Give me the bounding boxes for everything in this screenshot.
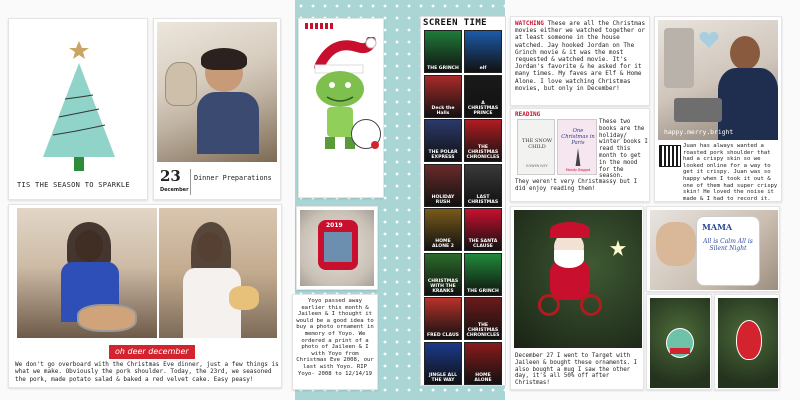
movie-poster xyxy=(464,208,502,251)
movie-poster-title: LAST CHRISTMAS xyxy=(467,194,499,205)
movie-poster-title: THE GRINCH xyxy=(467,288,499,294)
date-divider xyxy=(190,169,191,195)
qr-code xyxy=(659,145,681,167)
reading-heading-row xyxy=(515,111,647,118)
date-day: 23 xyxy=(160,167,181,185)
date-card-title: Dinner Preparations xyxy=(194,174,272,182)
photo-boy-cooking xyxy=(157,22,277,162)
movie-poster xyxy=(424,119,462,162)
dinner-text: We don't go overboard with the Christmas Eve dinner, just a few things is what we make. Obviously the pork shoulder. Today, the 23rd, we seasoned the pork, made potato salad & baked a red velvet cake. Easy peasy! xyxy=(15,361,279,383)
movie-poster-title: A CHRISTMAS PRINCE xyxy=(467,100,499,116)
heart-icon xyxy=(698,30,720,50)
red-ornament-card xyxy=(714,294,780,390)
movie-poster-title: Deck the Halls xyxy=(431,105,455,116)
movie-poster xyxy=(464,164,502,207)
book-snow-child-title: THE SNOW CHILD xyxy=(522,138,552,150)
mug-card xyxy=(646,206,780,292)
pork-overlay-text: happy.merry.bright xyxy=(664,128,734,136)
reading-text: These two books are the holiday/ winter books I read this month to get in the mood for the season. xyxy=(599,119,648,180)
reading-text-2: They weren't very Christmassy but I did enjoy reading them! xyxy=(515,179,638,192)
book-christmas-paris xyxy=(557,119,597,175)
movie-poster-title: HOME ALONE xyxy=(474,372,492,383)
mug-text: All is Calm All is Silent Night xyxy=(703,238,753,252)
christmas-tree-illustration xyxy=(37,37,121,177)
book-snow-child xyxy=(517,119,555,175)
movie-poster-title: JINGLE ALL THE WAY xyxy=(428,372,458,383)
screen-time-title: SCREEN TIME xyxy=(423,18,488,28)
yoyo-text: Yoyo passed away earlier this month & Jaileen & I thought it would be a good idea to buy a photo ornament in memory of Yoyo. We ordered a print of a photo of Jaileen & I with Yoyo from Christmas Eve 2008, our last with Yoyo. RIP Yoyo- 2008 to 12/14/19 xyxy=(296,298,374,377)
photo-memorial-ornament xyxy=(300,210,374,286)
movie-poster-title: THE CHRISTMAS CHRONICLES xyxy=(466,145,500,160)
dinner-card xyxy=(8,204,282,388)
movie-poster xyxy=(464,342,502,385)
movie-poster xyxy=(424,30,462,73)
photo-santa-ornament xyxy=(514,210,642,348)
mug-text-2: MAMA xyxy=(702,222,733,232)
photo-mug xyxy=(650,210,778,290)
photo-green-ornament xyxy=(650,298,710,388)
movie-poster xyxy=(464,119,502,162)
movie-poster xyxy=(424,208,462,251)
pork-card xyxy=(654,16,782,202)
photo-man-roasting-pork xyxy=(658,20,778,140)
book-christmas-paris-title: One Christmas in Paris xyxy=(561,128,595,146)
movie-poster xyxy=(424,297,462,340)
red-ribbon xyxy=(305,23,335,29)
movie-poster-title: THE SANTA CLAUSE xyxy=(468,239,498,249)
watching-heading: WATCHING xyxy=(515,20,544,27)
movie-poster xyxy=(464,30,502,73)
watching-card xyxy=(510,16,650,106)
grinch-photo-card xyxy=(298,18,384,198)
movie-poster-title: THE POLAR EXPRESS xyxy=(428,150,458,160)
target-card xyxy=(510,206,644,390)
pork-text: Juan has always wanted a roasted pork shoulder that had a crispy skin so we looked online for a way to get it crispy. Juan was so happy when I took it out & one of them had super crispy skin! He loved the noise it made & I had to record it. xyxy=(683,143,778,202)
movie-poster-title: THE GRINCH xyxy=(427,66,459,71)
movie-poster xyxy=(424,342,462,385)
movie-poster xyxy=(464,75,502,118)
movie-poster xyxy=(424,253,462,296)
date-month: December xyxy=(160,187,189,193)
heart-pin xyxy=(371,141,379,149)
yoyo-card xyxy=(292,294,378,390)
movie-poster xyxy=(424,164,462,207)
movie-poster-title: elf xyxy=(479,66,487,71)
book-snow-child-author: EOWYN IVEY xyxy=(526,164,548,168)
grinch-text-card xyxy=(240,152,290,200)
watching-text: These are all the Christmas movies either we watched together or at least someone in the house watched. Jay hooked Jordan on The Grinch movie & it was the most requested & watched movie. It's Jordan's favorite & he asked for it many times. My faves are Elf & Home Alone. I love watching Christmas movies, but only in December! xyxy=(515,20,646,92)
movie-poster xyxy=(464,297,502,340)
book-christmas-paris-author: Mandy Baggot xyxy=(565,168,591,172)
movie-poster-title: CHRISTMAS WITH THE KRANKS xyxy=(427,278,459,294)
photo-woman-preparing-pork xyxy=(17,208,157,338)
photo-red-ornament xyxy=(718,298,778,388)
movie-poster-title: HOME ALONE 2 xyxy=(431,239,454,249)
movie-poster-title: THE CHRISTMAS CHRONICLES xyxy=(466,323,500,338)
movie-poster xyxy=(464,253,502,296)
green-ornament-card xyxy=(646,294,712,390)
photo-girl-cooking xyxy=(159,208,277,338)
ornament-year: 2019 xyxy=(326,222,343,229)
tree-caption: TIS THE SEASON TO SPARKLE xyxy=(17,181,130,189)
movie-poster-title: FRED CLAUS xyxy=(427,333,459,338)
movie-poster-title: HOLIDAY RUSH xyxy=(431,194,455,205)
watching-text-block xyxy=(515,20,647,92)
reading-heading: READING xyxy=(515,111,541,118)
tree-card xyxy=(8,18,148,200)
reading-card xyxy=(510,108,650,202)
movie-poster xyxy=(424,75,462,118)
ornament-card xyxy=(296,206,378,290)
oh-deer-banner: oh deer december xyxy=(109,345,195,359)
target-text: December 27 I went to Target with Jaileen & bought these ornaments. I also bought a mug I saw the other day, it's all 50% off after Christmas! xyxy=(515,353,638,387)
